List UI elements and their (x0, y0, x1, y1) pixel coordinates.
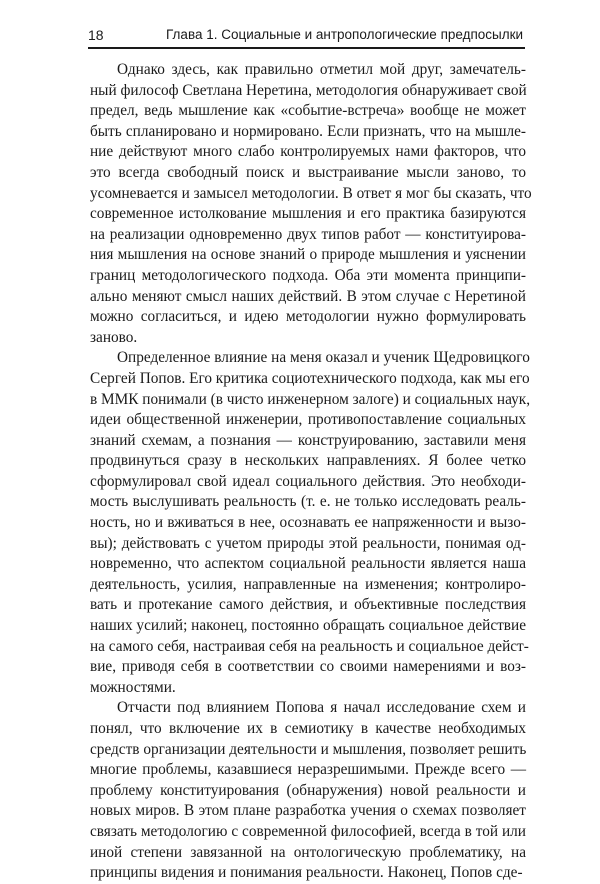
text-line: иной степени завязанной на онтологическую проблематику, на (90, 843, 526, 861)
text-line: новременно, что аспектом социальной реальности является наша (90, 555, 526, 573)
text-line: современное истолкование мышления и его практика базируются (90, 205, 526, 223)
text-line: можностями. (90, 678, 176, 696)
text-line: Сергей Попов. Его критика социотехнического подхода, как мы его (90, 369, 530, 387)
text-line: знаний схемам, а познания — конструированию, заставили меня (90, 431, 526, 449)
paragraph (90, 60, 532, 348)
paragraph (90, 698, 526, 883)
text-line: принципы видения и понимания реальности. Наконец, Попов сде- (90, 864, 523, 882)
text-line: ния мышления на основе знаний о природе мышления и уяснении (90, 246, 526, 264)
text-line: идеи общественной инженерии, противопоставление социальных (90, 411, 526, 429)
text-line: заново. (90, 328, 138, 346)
text-line: Однако здесь, как правильно отметил мой друг, замечатель- (117, 61, 526, 78)
text-line: ально меняют смысл наших действий. В этом случае с Неретиной (90, 287, 526, 305)
text-line: деятельность, усилия, направленные на изменения; контролиро- (90, 575, 526, 593)
text-line: понял, что включение их в семиотику в качестве необходимых (90, 720, 526, 737)
text-line: ние действуют много слабо контролируемых нами факторов, что (90, 143, 526, 161)
text-line: это всегда свободный поиск и выстраивание мысли заново, то (90, 163, 526, 181)
text-line: можно согласиться, и идею методологии нужно формулировать (90, 308, 526, 326)
text-line: вие, приводя себя в соответствии со своими намерениями и воз- (90, 658, 526, 676)
text-line: мость выслушивать реальность (т. е. не только исследовать реаль- (90, 493, 526, 511)
text-line: на самого себя, настраивая себя на реальность и социальное дейст- (90, 637, 529, 655)
text-line: вы); действовать с учетом природы этой реальности, понимая од- (90, 534, 526, 552)
text-line: продвинуться сразу в нескольких направлениях. Я более четко (90, 452, 526, 470)
text-line: ный философ Светлана Неретина, методология обнаруживает свой (90, 81, 527, 99)
text-line: новых миров. В этом плане разработка учения о схемах позволяет (90, 802, 526, 820)
text-line: вать и протекание самого действия, и объективные последствия (90, 596, 526, 614)
body-text (90, 60, 532, 884)
text-line: наших усилий; наконец, постоянно обращать социальное действие (90, 617, 526, 635)
text-line: связать методологию с современной философией, всегда в той или (90, 822, 526, 840)
page-number: 18 (88, 27, 104, 43)
text-line: в ММК понимали (в чисто инженерном залоге) и социальных наук, (90, 390, 531, 408)
text-line: предел, ведь мышление как «событие-встреча» вообще не может (90, 102, 526, 120)
running-head (88, 27, 526, 47)
text-line: Определенное влияние на меня оказал и ученик Щедровицкого (117, 349, 530, 367)
text-line: проблему конституирования (обнаружения) новой реальности и (90, 781, 526, 799)
text-line: многие проблемы, казавшиеся неразрешимыми. Прежде всего — (90, 761, 526, 779)
text-line: границ методологического подхода. Оба эти момента принципи- (90, 266, 526, 284)
text-line: средств организации деятельности и мышления, позволяет решить (90, 740, 527, 758)
paragraph (90, 348, 531, 698)
text-line: усомневается и замысел методологии. В ответ я мог бы сказать, что (90, 184, 532, 202)
text-line: ность, но и вживаться в нее, осознавать ее напряженности и вызо- (90, 514, 526, 532)
text-line: Отчасти под влиянием Попова я начал исследование схем и (117, 699, 526, 717)
text-line: на реализации одновременно двух типов работ — конституирова- (90, 225, 526, 243)
header-rule (88, 47, 525, 49)
chapter-title: Глава 1. Социальные и антропологические предпосылки (166, 27, 524, 42)
text-line: быть спланировано и нормировано. Если признать, что на мышле- (90, 122, 526, 140)
text-line: сформулировал свой идеал социального действия. Это необходи- (90, 472, 526, 490)
